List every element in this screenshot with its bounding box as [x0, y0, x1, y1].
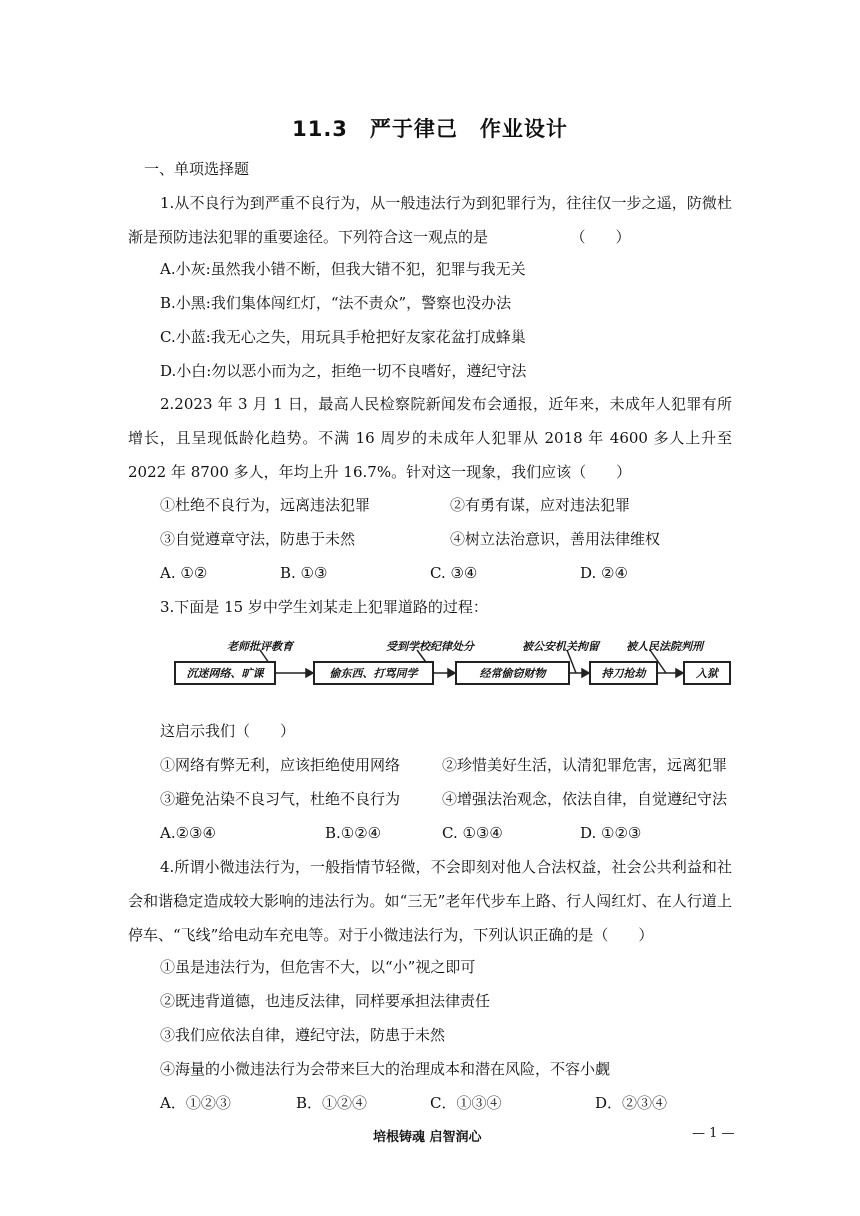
q4-item-2: ②既违背道德，也违反法律，同样要承担法律责任	[160, 992, 491, 1010]
flow-box-2: 偷东西、打骂同学	[313, 661, 434, 685]
q2-items-row-2	[160, 529, 740, 549]
q3-item-4: ④增强法治观念，依法自律，自觉遵纪守法	[442, 790, 728, 808]
flow-box-3: 经常偷窃财物	[455, 661, 570, 685]
q2-choice-c: C. ③④	[430, 564, 478, 582]
footer-motto: 培根铸魂 启智润心	[373, 1130, 482, 1145]
q1-option-c: C.小蓝:我无心之失，用玩具手枪把好友家花盆打成蜂巢	[160, 328, 526, 346]
q3-items-row-1	[160, 755, 740, 775]
q3-prompt: 这启示我们（ ）	[160, 722, 296, 740]
q2-choice-a: A. ①②	[160, 564, 208, 582]
q2-items-row-1	[160, 495, 740, 515]
flow-box-5: 入狱	[683, 661, 731, 685]
q3-item-3: ③避免沾染不良习气，杜绝不良行为	[160, 790, 401, 808]
q3-choices	[160, 823, 740, 843]
q2-choices	[160, 563, 740, 583]
q3-choice-c: C. ①③④	[442, 824, 503, 842]
q4-choice-d: D．②③④	[595, 1094, 668, 1112]
q1-option-d: D.小白:勿以恶小而为之，拒绝一切不良嗜好，遵纪守法	[160, 362, 527, 380]
q4-choice-a: A．①②③	[160, 1094, 231, 1112]
q2-item-1: ①杜绝不良行为，远离违法犯罪	[160, 496, 371, 514]
q4-item-3: ③我们应依法自律，遵纪守法，防患于未然	[160, 1026, 446, 1044]
q2-item-3: ③自觉遵章守法，防患于未然	[160, 530, 356, 548]
q2-choice-b: B. ①③	[280, 564, 328, 582]
q3-item-2: ②珍惜美好生活，认清犯罪危害，远离犯罪	[442, 756, 728, 774]
question-2-stem: 2.2023 年 3 月 1 日，最高人民检察院新闻发布会通报，近年来，未成年人犯罪有所增长，且呈现低龄化趋势。不满 16 周岁的未成年人犯罪从 2018 年 4600 多人上升至 2022 年 8700 多人，年均上升 16.7%。针对这一现象，我们应该（ ）	[128, 395, 732, 481]
q4-choices	[160, 1093, 740, 1113]
flow-label-4: 被人民法院判刑	[626, 640, 703, 653]
q3-choice-d: D. ①②③	[580, 824, 642, 842]
page-number: — 1 —	[692, 1126, 735, 1141]
page-title: 11.3 严于律己 作业设计	[292, 117, 568, 141]
q1-option-b: B.小黑:我们集体闯红灯，“法不责众”，警察也没办法	[160, 294, 512, 312]
question-1-stem: 1.从不良行为到严重不良行为，从一般违法行为到犯罪行为，往往仅一步之遥，防微杜渐是预防违法犯罪的重要途径。下列符合这一观点的是 （ ）	[128, 194, 732, 246]
q1-option-a: A.小灰:虽然我小错不断，但我大错不犯，犯罪与我无关	[160, 260, 526, 278]
flow-box-1: 沉迷网络、旷课	[174, 661, 276, 685]
flow-box-4: 持刀抢劫	[589, 661, 658, 685]
q4-item-4: ④海量的小微违法行为会带来巨大的治理成本和潜在风险，不容小觑	[160, 1060, 611, 1078]
q4-choice-c: C．①③④	[430, 1094, 502, 1112]
crime-path-diagram	[172, 636, 734, 700]
flow-label-3: 被公安机关拘留	[522, 640, 599, 653]
question-4-stem: 4.所谓小微违法行为，一般指情节轻微，不会即刻对他人合法权益，社会公共利益和社会和谐稳定造成较大影响的违法行为。如“三无”老年代步车上路、行人闯红灯、在人行道上停车、“飞线”给电动车充电等。对于小微违法行为，下列认识正确的是（ ）	[128, 858, 732, 944]
section-heading: 一、单项选择题	[144, 160, 250, 178]
q3-item-1: ①网络有弊无利，应该拒绝使用网络	[160, 756, 401, 774]
q3-items-row-2	[160, 789, 740, 809]
q2-item-4: ④树立法治意识，善用法律维权	[450, 530, 661, 548]
q2-choice-d: D. ②④	[580, 564, 628, 582]
flow-label-1: 老师批评教育	[227, 640, 293, 653]
q4-choice-b: B．①②④	[296, 1094, 368, 1112]
q2-item-2: ②有勇有谋，应对违法犯罪	[450, 496, 631, 514]
q3-choice-a: A.②③④	[160, 824, 216, 842]
q4-item-1: ①虽是违法行为，但危害不大，以“小”视之即可	[160, 958, 476, 976]
flow-label-2: 受到学校纪律处分	[386, 640, 474, 653]
q3-choice-b: B.①②④	[325, 824, 382, 842]
question-3-stem: 3.下面是 15 岁中学生刘某走上犯罪道路的过程：	[160, 598, 488, 616]
